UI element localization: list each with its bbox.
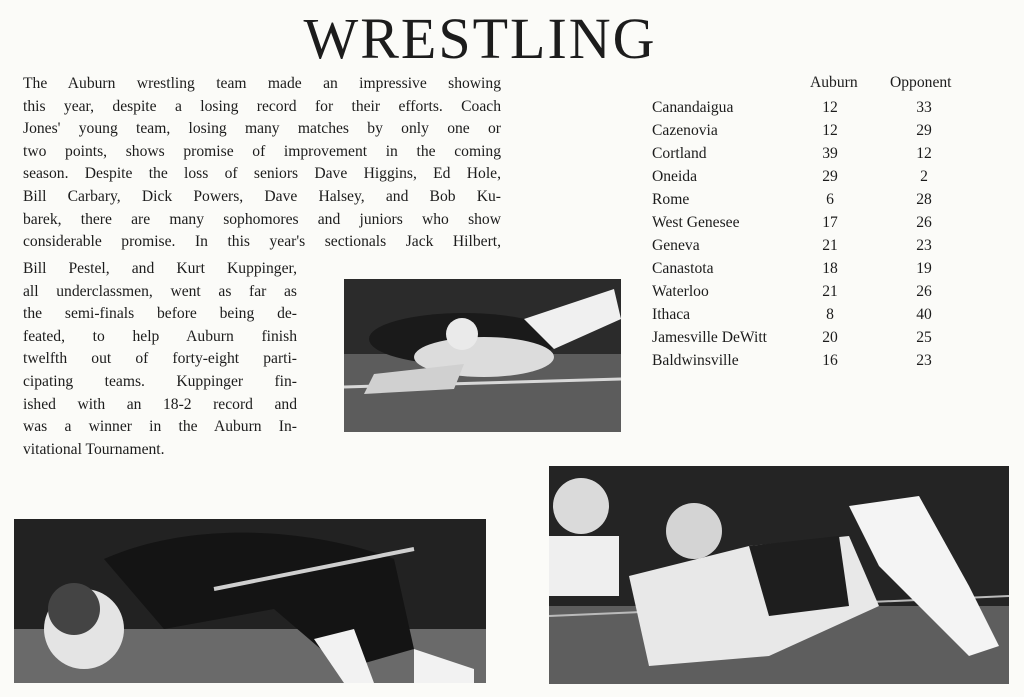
team-name: Waterloo — [652, 283, 709, 300]
opponent-score: 23 — [916, 237, 932, 254]
auburn-score: 12 — [822, 122, 838, 139]
header-auburn: Auburn — [810, 74, 858, 91]
text-line: the semi-finals before being de- — [23, 305, 297, 323]
text-line: cipating teams. Kuppinger fin- — [23, 372, 297, 390]
text-line: vitational Tournament. — [23, 440, 165, 458]
auburn-score: 16 — [822, 352, 838, 369]
auburn-score: 29 — [822, 168, 838, 185]
text-line: twelfth out of forty-eight parti- — [23, 350, 297, 368]
wrestling-photo-pin — [344, 279, 621, 432]
text-line: feated, to help Auburn finish — [23, 327, 297, 345]
opponent-score: 28 — [916, 191, 932, 208]
opponent-score: 26 — [916, 214, 932, 231]
team-name: Oneida — [652, 168, 698, 185]
team-name: Canandaigua — [652, 99, 734, 116]
auburn-score: 21 — [822, 237, 838, 254]
score-row — [650, 349, 980, 372]
auburn-score: 18 — [822, 260, 838, 277]
text-line: this year, despite a losing record for their efforts. Coach — [23, 97, 501, 115]
header-opponent: Opponent — [890, 74, 952, 91]
score-row — [650, 119, 980, 142]
score-row — [650, 211, 980, 234]
wrestling-photo-takedown — [14, 519, 486, 683]
score-row — [650, 96, 980, 119]
page-title: WRESTLING — [303, 6, 657, 71]
score-row — [650, 188, 980, 211]
opponent-score: 19 — [916, 260, 932, 277]
text-line: two points, shows promise of improvement in the coming — [23, 142, 501, 160]
auburn-score: 20 — [822, 329, 838, 346]
opponent-score: 23 — [916, 352, 932, 369]
opponent-score: 2 — [920, 168, 928, 185]
team-name: West Genesee — [652, 214, 740, 231]
team-name: Cortland — [652, 145, 707, 162]
team-name: Jamesville DeWitt — [652, 329, 767, 346]
opponent-score: 33 — [916, 99, 932, 116]
score-row — [650, 280, 980, 303]
score-row — [650, 142, 980, 165]
text-line: season. Despite the loss of seniors Dave Higgins, Ed Hole, — [23, 165, 501, 183]
scores-body — [650, 96, 980, 372]
opponent-score: 12 — [916, 145, 932, 162]
team-name: Ithaca — [652, 306, 691, 323]
text-line: Bill Carbary, Dick Powers, Dave Halsey, and Bob Ku- — [23, 187, 501, 205]
auburn-score: 8 — [826, 306, 834, 323]
article-text-top — [23, 73, 501, 254]
score-row — [650, 303, 980, 326]
article-text-bottom — [23, 258, 297, 461]
text-line: Jones' young team, losing many matches by only one or — [23, 120, 501, 138]
text-line: The Auburn wrestling team made an impressive showing — [23, 75, 501, 92]
team-name: Rome — [652, 191, 690, 208]
team-name: Geneva — [652, 237, 700, 254]
opponent-score: 40 — [916, 306, 932, 323]
opponent-score: 25 — [916, 329, 932, 346]
text-line: considerable promise. In this year's sectionals Jack Hilbert, — [23, 233, 501, 251]
score-row — [650, 234, 980, 257]
score-row — [650, 326, 980, 349]
scores-table — [650, 74, 980, 372]
auburn-score: 6 — [826, 191, 834, 208]
auburn-score: 12 — [822, 99, 838, 116]
text-line: barek, there are many sophomores and juniors who show — [23, 210, 501, 228]
text-line: Bill Pestel, and Kurt Kuppinger, — [23, 260, 297, 277]
team-name: Cazenovia — [652, 122, 718, 139]
scores-header — [650, 74, 980, 96]
opponent-score: 29 — [916, 122, 932, 139]
auburn-score: 39 — [822, 145, 838, 162]
auburn-score: 21 — [822, 283, 838, 300]
text-line: ished with an 18-2 record and — [23, 395, 297, 413]
text-line: was a winner in the Auburn In- — [23, 418, 297, 436]
team-name: Canastota — [652, 260, 714, 277]
team-name: Baldwinsville — [652, 352, 739, 369]
text-line: all underclassmen, went as far as — [23, 282, 297, 300]
score-row — [650, 165, 980, 188]
score-row — [650, 257, 980, 280]
auburn-score: 17 — [822, 214, 838, 231]
opponent-score: 26 — [916, 283, 932, 300]
wrestling-photo-referee — [549, 466, 1009, 684]
